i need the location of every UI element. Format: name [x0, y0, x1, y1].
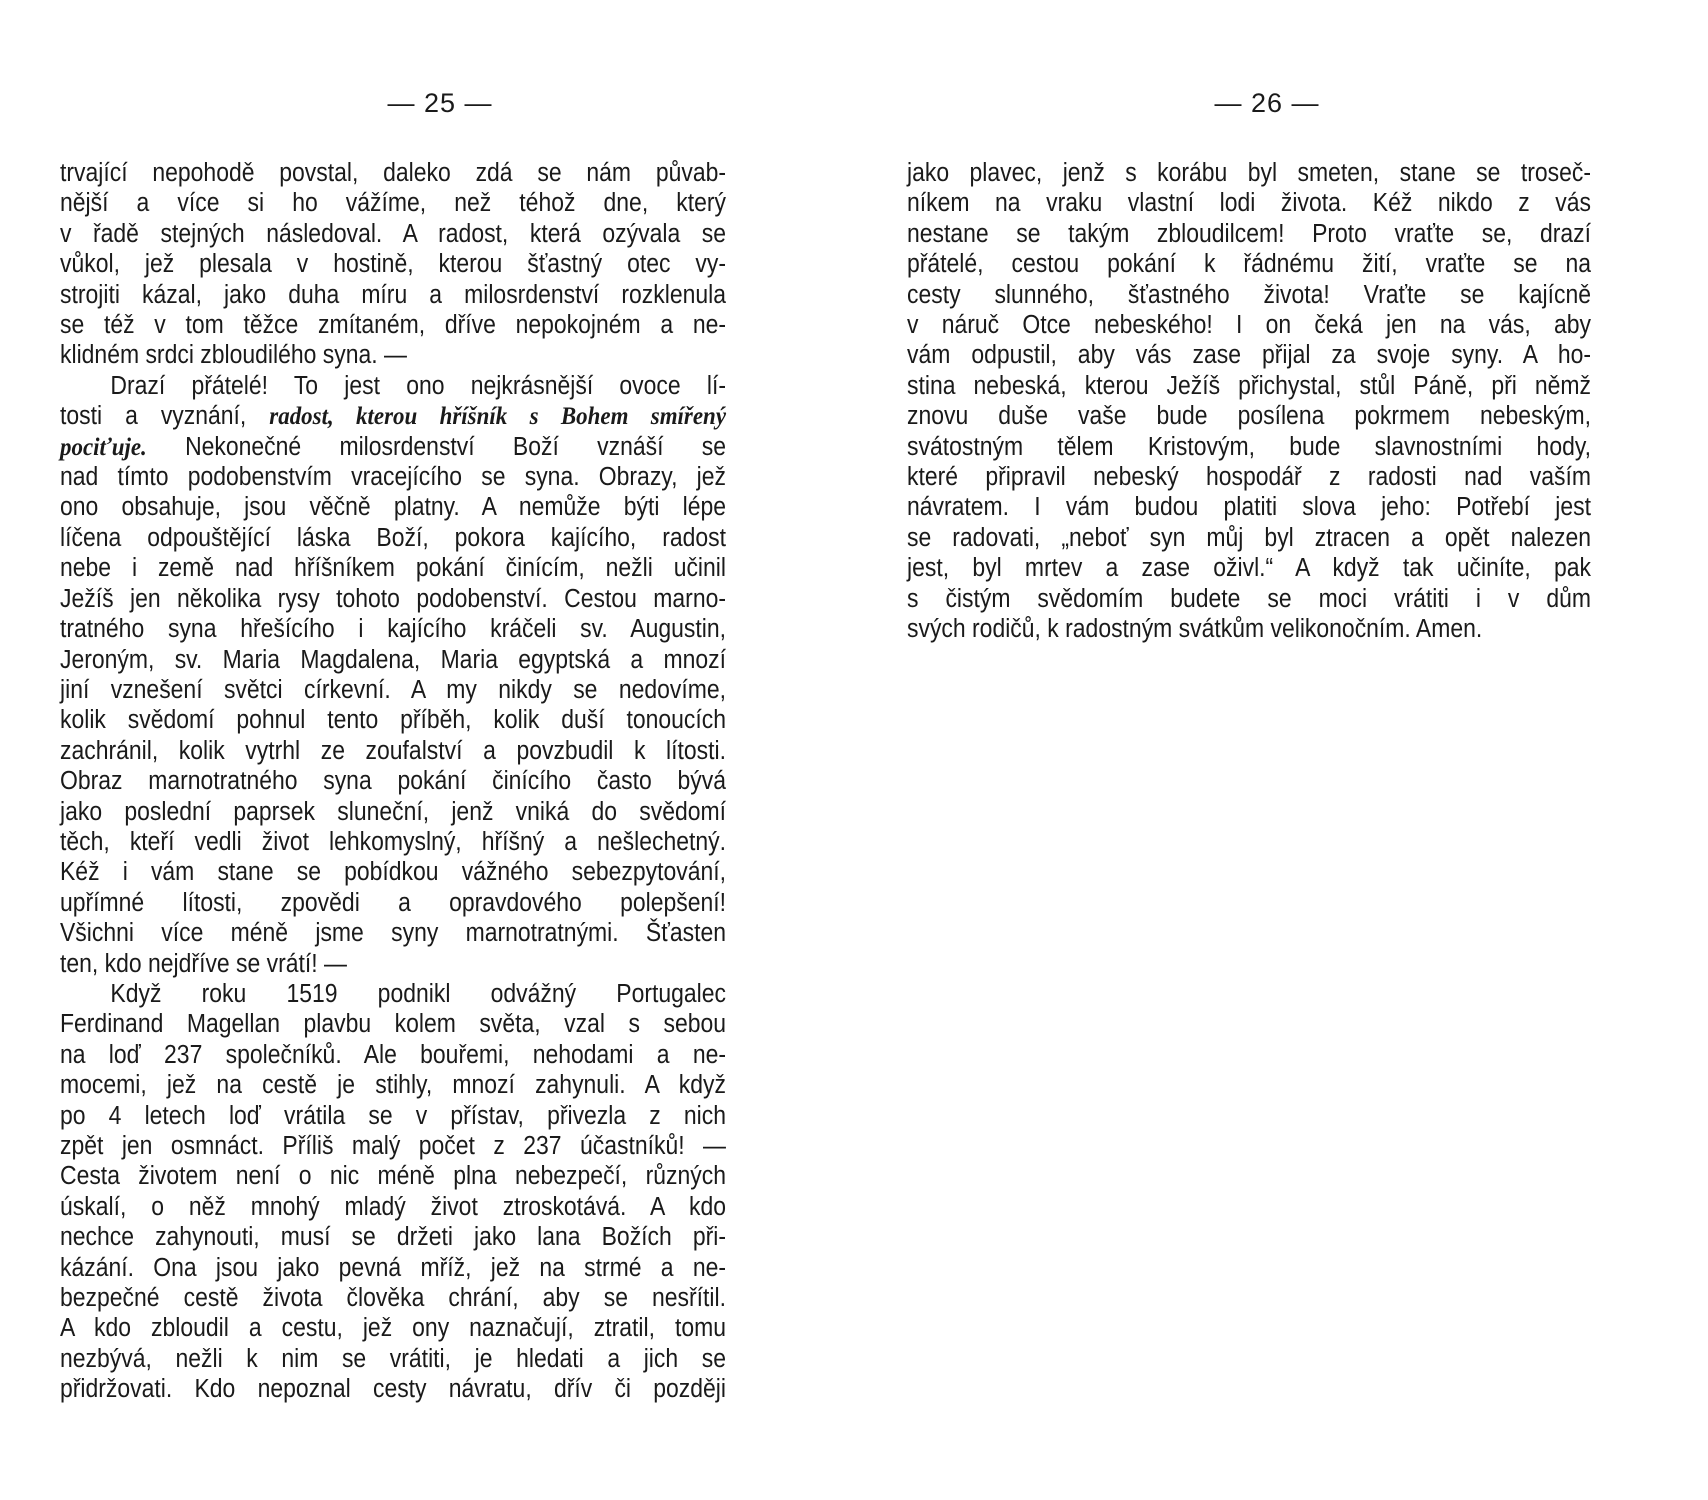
- text-line: nezbývá, nežli k nim se vrátiti, je hledati a jich se: [60, 1344, 726, 1373]
- text-line: líčena odpouštějící láska Boží, pokora kajícího, radost: [60, 523, 726, 552]
- text-line: kolik svědomí pohnul tento příběh, kolik duší tonoucích: [60, 706, 726, 735]
- text-line: kázání. Ona jsou jako pevná mříž, jež na strmé a ne-: [60, 1253, 726, 1282]
- text-line: Obraz marnotratného syna pokání činícího často bývá: [60, 767, 726, 796]
- text-line: Kéž i vám stane se pobídkou vážného sebezpytování,: [60, 858, 726, 887]
- text-line: stina nebeská, kterou Ježíš přichystal, stůl Páně, při němž: [907, 371, 1591, 400]
- text-line: jiní vznešení světci církevní. A my nikdy se nedovíme,: [60, 675, 726, 704]
- text-line: ten, kdo nejdříve se vrátí! —: [60, 949, 348, 978]
- text-line: svátostným tělem Kristovým, bude slavnostními hody,: [907, 432, 1591, 461]
- text-line: tratného syna hřešícího i kajícího kráčeli sv. Augustin,: [60, 615, 726, 644]
- text-line: v náruč Otce nebeského! I on čeká jen na vás, aby: [907, 311, 1591, 340]
- text-line: Drazí přátelé! To jest ono nejkrásnější ovoce lí-: [110, 371, 726, 400]
- text-line: Cesta životem není o nic méně plna nebezpečí, různých: [60, 1162, 726, 1191]
- text-line: se též v tom těžce zmítaném, dříve nepokojném a ne-: [60, 311, 726, 340]
- left-page: [60, 0, 800, 1500]
- text-line: zachránil, kolik vytrhl ze zoufalství a povzbudil k lítosti.: [60, 736, 726, 765]
- text-line: [60, 401, 726, 431]
- text-line: upřímné lítosti, zpovědi a opravdového polepšení!: [60, 888, 726, 917]
- text-line: návratem. I vám budou platiti slova jeho: Potřebí jest: [907, 493, 1591, 522]
- page-text: [907, 158, 1591, 645]
- text-line: přátelé, cestou pokání k řádnému žití, vraťte se na: [907, 250, 1591, 279]
- text-line: které připravil nebeský hospodář z radosti nad vaším: [907, 463, 1591, 492]
- page-number: — 25 —: [387, 88, 493, 118]
- right-page: [905, 0, 1645, 1500]
- text-line: nad tímto podobenstvím vracejícího se syna. Obrazy, jež: [60, 463, 726, 492]
- emphasized-text: radost, kterou hříšník s Bohem smířený: [269, 401, 727, 431]
- text-line: přidržovati. Kdo nepoznal cesty návratu, dřív či později: [60, 1375, 726, 1404]
- text-line: vůkol, jež plesala v hostině, kterou šťastný otec vy-: [60, 250, 726, 279]
- text-line: jako poslední paprsek sluneční, jenž vniká do svědomí: [60, 797, 726, 826]
- page-text: [60, 158, 726, 1405]
- text-line: vám odpustil, aby vás zase přijal za svoje syny. A ho-: [907, 341, 1591, 370]
- text-line: klidném srdci zbloudilého syna. —: [60, 341, 407, 370]
- text-line: strojiti kázal, jako duha míru a milosrdenství rozklenula: [60, 280, 726, 309]
- text-line: svých rodičů, k radostným svátkům velikonočním. Amen.: [907, 615, 1483, 644]
- text-line: nější a více si ho vážíme, než téhož dne, který: [60, 189, 726, 218]
- text-line: v řadě stejných následoval. A radost, která ozývala se: [60, 219, 726, 248]
- text-line: [60, 432, 726, 462]
- text-run: tosti a vyznání,: [60, 402, 270, 431]
- text-line: Jeroným, sv. Maria Magdalena, Maria egyptská a mnozí: [60, 645, 726, 674]
- text-line: Ježíš jen několika rysy tohoto podobenství. Cestou marno-: [60, 584, 726, 613]
- text-line: s čistým svědomím budete se moci vrátiti i v dům: [907, 584, 1591, 613]
- text-line: nestane se takým zbloudilcem! Proto vraťte se, drazí: [907, 219, 1591, 248]
- text-line: se radovati, „neboť syn můj byl ztracen a opět nalezen: [907, 523, 1591, 552]
- text-line: trvající nepohodě povstal, daleko zdá se nám půvab-: [60, 159, 726, 187]
- text-line: jako plavec, jenž s korábu byl smeten, stane se troseč-: [907, 159, 1591, 187]
- text-line: Všichni více méně jsme syny marnotratnými. Šťasten: [60, 919, 726, 948]
- text-line: Když roku 1519 podnikl odvážný Portugalec: [110, 979, 726, 1008]
- text-line: bezpečné cestě života člověka chrání, aby se nesřítil.: [60, 1284, 726, 1313]
- page-number: — 26 —: [1214, 88, 1320, 118]
- text-line: jest, byl mrtev a zase oživl.“ A když tak učiníte, pak: [907, 554, 1591, 583]
- text-line: úskalí, o něž mnohý mladý život ztroskotává. A kdo: [60, 1192, 726, 1221]
- text-line: po 4 letech loď vrátila se v přístav, přivezla z nich: [60, 1101, 726, 1130]
- text-run: Nekonečné milosrdenství Boží vznáší se: [146, 432, 727, 461]
- text-line: níkem na vraku vlastní lodi života. Kéž nikdo z vás: [907, 189, 1591, 218]
- text-line: ono obsahuje, jsou věčně platny. A nemůže býti lépe: [60, 493, 726, 522]
- text-line: cesty slunného, šťastného života! Vraťte se kajícně: [907, 280, 1591, 309]
- text-line: nechce zahynouti, musí se držeti jako lana Božích při-: [60, 1223, 726, 1252]
- text-line: na loď 237 společníků. Ale bouřemi, nehodami a ne-: [60, 1040, 726, 1069]
- emphasized-text: pociťuje.: [60, 431, 147, 461]
- text-line: nebe i země nad hříšníkem pokání činícím, nežli učinil: [60, 554, 726, 583]
- text-line: Ferdinand Magellan plavbu kolem světa, vzal s sebou: [60, 1010, 726, 1039]
- text-line: mocemi, jež na cestě je stihly, mnozí zahynuli. A když: [60, 1071, 726, 1100]
- text-line: A kdo zbloudil a cestu, jež ony naznačují, ztratil, tomu: [60, 1314, 726, 1343]
- text-line: znovu duše vaše bude posílena pokrmem nebeským,: [907, 402, 1591, 431]
- text-line: těch, kteří vedli život lehkomyslný, hříšný a nešlechetný.: [60, 827, 726, 856]
- text-line: zpět jen osmnáct. Příliš malý počet z 237 účastníků! —: [60, 1132, 726, 1160]
